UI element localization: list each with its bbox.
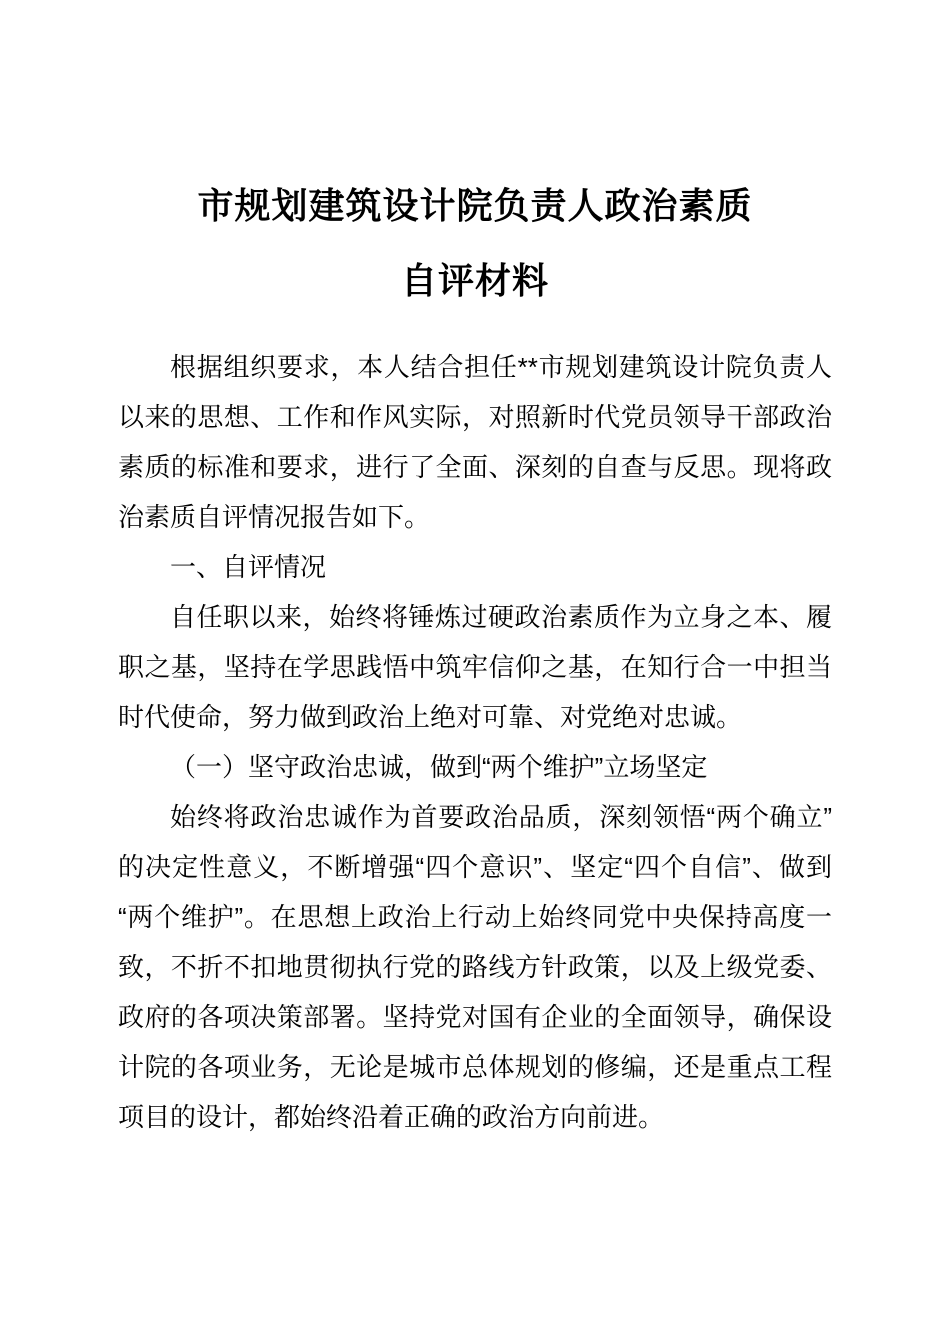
document-title-line-2: 自评材料 [400,260,549,301]
paragraph-section-1: 自任职以来，始终将锤炼过硬政治素质作为立身之本、履职之基，坚持在学思践悟中筑牢信仰之基，在知行合一中担当时代使命，努力做到政治上绝对可靠、对党绝对忠诚。 [118,602,832,733]
document-title [118,168,832,318]
document-title-line-1: 市规划建筑设计院负责人政治素质 [197,185,753,226]
paragraph-intro: 根据组织要求，本人结合担任**市规划建筑设计院负责人以来的思想、工作和作风实际，对照新时代党员领导干部政治素质的标准和要求，进行了全面、深刻的自查与反思。现将政治素质自评情况报告如下。 [118,352,832,533]
heading-subsection-1-1: （一）坚守政治忠诚，做到“两个维护”立场坚定 [170,752,708,783]
document-content [118,0,832,1142]
paragraph-subsection-1-1: 始终将政治忠诚作为首要政治品质，深刻领悟“两个确立”的决定性意义，不断增强“四个意识”、坚定“四个自信”、做到“两个维护”。在思想上政治上行动上始终同党中央保持高度一致，不折不扣地贯彻执行党的路线方针政策，以及上级党委、政府的各项决策部署。坚持党对国有企业的全面领导，确保设计院的各项业务，无论是城市总体规划的修编，还是重点工程项目的设计，都始终沿着正确的政治方向前进。 [118,802,832,1133]
document-body [118,342,832,1142]
heading-section-1: 一、自评情况 [170,552,327,583]
